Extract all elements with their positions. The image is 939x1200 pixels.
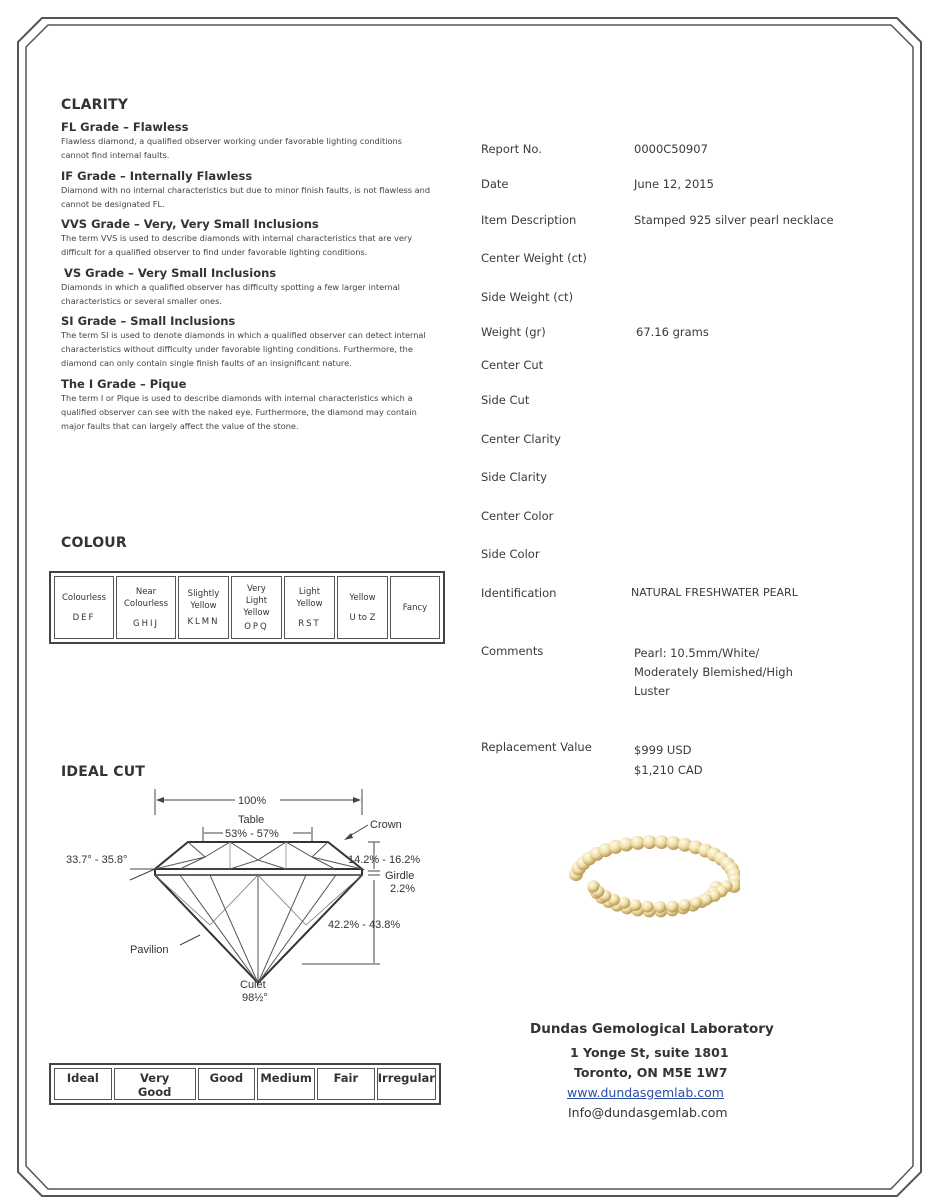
- clarity-grade-if: [61, 169, 431, 211]
- weight-value: 67.16 grams: [636, 325, 709, 339]
- colour-cell: [54, 576, 114, 639]
- colour-codes: GHIJ: [133, 618, 159, 629]
- comments-line: Pearl: 10.5mm/White/: [634, 646, 760, 660]
- identification-value: NATURAL FRESHWATER PEARL: [631, 586, 798, 599]
- clarity-grade-fl: [61, 120, 431, 162]
- replacement-value-label: Replacement Value: [481, 740, 592, 754]
- grade-desc: The term VVS is used to describe diamonds with internal characteristics that are very difficult for a qualified observer to find under favorable lighting conditions.: [61, 233, 413, 257]
- width-label: 100%: [238, 795, 267, 807]
- cut-grade-cell: Very Good: [114, 1068, 196, 1100]
- crown-height-label: 14.2% - 16.2%: [348, 854, 421, 866]
- replacement-usd: $999 USD: [634, 743, 692, 757]
- item-description-label: Item Description: [481, 213, 577, 227]
- pearl-bead: [587, 880, 599, 892]
- cut-grade-cell: Medium: [257, 1068, 315, 1100]
- pearl-bead: [643, 835, 657, 849]
- center-clarity-label: Center Clarity: [481, 432, 561, 446]
- colour-cell: [231, 576, 282, 639]
- colour-cell: [390, 576, 440, 639]
- colour-name: Very Light Yellow: [243, 583, 270, 618]
- side-color-label: Side Color: [481, 547, 540, 561]
- comments-line: Luster: [634, 684, 670, 698]
- side-weight-label: Side Weight (ct): [481, 290, 574, 304]
- clarity-title: CLARITY: [61, 97, 129, 113]
- weight-label: Weight (gr): [481, 325, 546, 339]
- lab-website-link[interactable]: www.dundasgemlab.com: [567, 1085, 724, 1100]
- identification-label: Identification: [481, 586, 557, 600]
- colour-cell: [284, 576, 335, 639]
- grade-title: The I Grade – Pique: [61, 377, 187, 391]
- lab-email[interactable]: Info@dundasgemlab.com: [568, 1105, 728, 1120]
- cut-grade-cell: Fair: [317, 1068, 375, 1100]
- colour-codes: U to Z: [349, 612, 376, 623]
- colour-name: Fancy: [402, 602, 428, 613]
- clarity-grade-vvs: [61, 217, 431, 259]
- lab-name: Dundas Gemological Laboratory: [530, 1021, 774, 1037]
- center-cut-label: Center Cut: [481, 358, 544, 372]
- grade-title: VS Grade – Very Small Inclusions: [64, 266, 277, 280]
- replacement-value: [634, 740, 703, 780]
- cut-grade-cell: Good: [198, 1068, 256, 1100]
- clarity-grade-i: [61, 377, 431, 433]
- colour-name: Slightly Yellow: [187, 588, 220, 611]
- date-label: Date: [481, 177, 509, 191]
- pearl-bead: [629, 899, 641, 911]
- colour-name: Colourless: [61, 592, 107, 603]
- colour-cell: [337, 576, 388, 639]
- pearl-bead: [654, 901, 666, 913]
- table-pct-label: 53% - 57%: [225, 828, 279, 840]
- colour-codes: DEF: [72, 612, 96, 623]
- culet-angle-label: 98½°: [242, 992, 268, 1004]
- pearl-bead: [642, 901, 654, 913]
- pavilion-depth-label: 42.2% - 43.8%: [328, 919, 401, 931]
- cut-grade-cell: Ideal: [54, 1068, 112, 1100]
- grade-desc: Diamond with no internal characteristics but due to minor finish faults, is not flawless and cannot be designated FL.: [61, 185, 431, 209]
- girdle-pct-label: 2.2%: [390, 883, 416, 895]
- pearl-bead: [679, 899, 691, 911]
- colour-cell: [116, 576, 176, 639]
- pearl-necklace-image: [560, 825, 740, 935]
- colour-codes: OPQ: [244, 621, 269, 632]
- grade-desc: The term SI is used to denote diamonds in which a qualified observer can detect internal characteristics without difficulty under favorable lighting conditions. Furthermore, the diamond can only contain single finish faults of an insignificant nature.: [61, 330, 426, 368]
- crown-label: Crown: [370, 819, 402, 831]
- lab-address1: 1 Yonge St, suite 1801: [570, 1045, 729, 1060]
- crown-angle-label: 33.7° - 35.8°: [66, 854, 128, 866]
- ideal-cut-title: IDEAL CUT: [61, 764, 146, 780]
- culet-label: Culet: [240, 979, 266, 991]
- item-description-value: Stamped 925 silver pearl necklace: [634, 213, 834, 227]
- colour-name: Yellow: [349, 592, 376, 603]
- colour-scale-table: [49, 571, 445, 644]
- comments-label: Comments: [481, 644, 544, 658]
- grade-title: FL Grade – Flawless: [61, 120, 189, 134]
- table-word-label: Table: [238, 814, 265, 826]
- pearl-bead: [667, 901, 679, 913]
- center-color-label: Center Color: [481, 509, 554, 523]
- colour-cell: [178, 576, 229, 639]
- colour-name: Light Yellow: [296, 586, 323, 609]
- grade-title: VVS Grade – Very, Very Small Inclusions: [61, 217, 319, 231]
- colour-name: Near Colourless: [123, 586, 169, 609]
- date-value: June 12, 2015: [634, 177, 714, 191]
- colour-title: COLOUR: [61, 535, 127, 551]
- comments-value: [634, 644, 793, 701]
- side-cut-label: Side Cut: [481, 393, 530, 407]
- cut-grade-table: [49, 1063, 441, 1105]
- colour-codes: RST: [298, 618, 321, 629]
- report-no-label: Report No.: [481, 142, 542, 156]
- replacement-cad: $1,210 CAD: [634, 763, 703, 777]
- colour-codes: KLMN: [187, 616, 220, 627]
- pearl-bead: [700, 894, 712, 906]
- clarity-grade-vs: [61, 266, 431, 308]
- grade-title: SI Grade – Small Inclusions: [61, 314, 236, 328]
- girdle-word-label: Girdle: [385, 870, 415, 882]
- grade-desc: Diamonds in which a qualified observer has difficulty spotting a few larger internal characteristics or several smaller ones.: [61, 282, 400, 306]
- pearl-bead: [690, 897, 702, 909]
- grade-desc: Flawless diamond, a qualified observer working under favorable lighting conditions cannot find internal faults.: [61, 136, 402, 160]
- pearl-bead: [618, 897, 630, 909]
- cut-grade-cell: Irregular: [377, 1068, 436, 1100]
- comments-line: Moderately Blemished/High: [634, 665, 793, 679]
- ideal-cut-diagram: [60, 785, 450, 1010]
- center-weight-label: Center Weight (ct): [481, 251, 587, 265]
- report-no-value: 0000C50907: [634, 142, 708, 156]
- clarity-grade-si: [61, 314, 431, 370]
- grade-desc: The term I or Pique is used to describe diamonds with internal characteristics which a qualified observer can see with the naked eye. Furthermore, the diamond may contain major faults that can largely affect the value of the stone.: [61, 393, 417, 431]
- pavilion-label: Pavilion: [130, 944, 169, 956]
- side-clarity-label: Side Clarity: [481, 470, 548, 484]
- lab-address2: Toronto, ON M5E 1W7: [574, 1065, 728, 1080]
- grade-title: IF Grade – Internally Flawless: [61, 169, 253, 183]
